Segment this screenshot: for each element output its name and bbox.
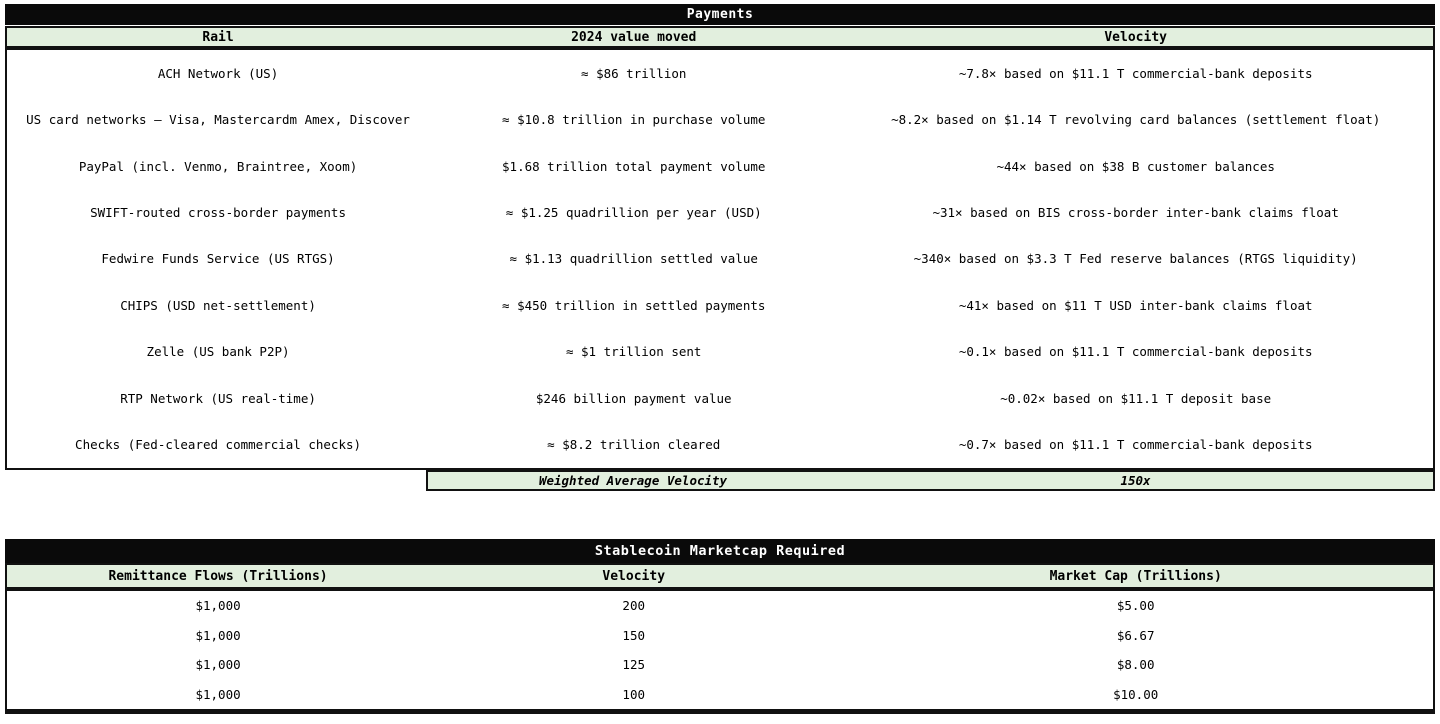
table-row [7, 50, 1433, 96]
marketcap-cell: $5.00 [1116, 598, 1155, 614]
value-cell: ≈ $1.25 quadrillion per year (USD) [505, 205, 762, 221]
rail-cell: PayPal (incl. Venmo, Braintree, Xoom) [78, 158, 358, 174]
velocity-cell: 100 [622, 686, 645, 702]
rail-cell: SWIFT-routed cross-border payments [90, 205, 346, 221]
value-cell: $246 billion payment value [535, 390, 732, 406]
table-row [7, 375, 1433, 421]
marketcap-cell: $6.67 [1116, 627, 1155, 643]
flows-cell: $1,000 [195, 657, 241, 673]
value-cell: ≈ $1 trillion sent [565, 344, 702, 360]
velocity-cell: ~8.2× based on $1.14 T revolving card balances (settlement float) [891, 112, 1381, 128]
velocity-cell: ~31× based on BIS cross-border inter-bank claims float [932, 205, 1339, 221]
column-header-remittance-flows: Remittance Flows (Trillions) [108, 568, 328, 584]
table-row [7, 329, 1433, 375]
column-header-rail: Rail [202, 29, 234, 45]
velocity-cell: ~44× based on $38 B customer balances [996, 158, 1275, 174]
rail-cell: Zelle (US bank P2P) [146, 344, 290, 360]
velocity-cell: ~7.8× based on $11.1 T commercial-bank deposits [958, 65, 1313, 81]
value-cell: ≈ $1.13 quadrillion settled value [509, 251, 758, 267]
marketcap-cell: $10.00 [1113, 686, 1159, 702]
table-row [7, 189, 1433, 235]
velocity-cell: 150 [622, 627, 645, 643]
column-header-velocity: Velocity [602, 568, 666, 584]
rail-cell: US card networks – Visa, Mastercardm Amex, Discover [26, 112, 410, 128]
rail-cell: Fedwire Funds Service (US RTGS) [101, 251, 335, 267]
velocity-cell: 125 [622, 657, 645, 673]
velocity-cell: ~0.02× based on $11.1 T deposit base [1000, 390, 1272, 406]
value-cell: ≈ $86 trillion [581, 65, 687, 81]
stablecoin-marketcap-table [5, 539, 1435, 714]
weighted-average-velocity-value: 150x [1120, 473, 1151, 488]
payments-table [5, 4, 1435, 491]
table-row [7, 591, 1433, 621]
table-row [7, 621, 1433, 651]
column-header-market-cap: Market Cap (Trillions) [1049, 568, 1222, 584]
column-header-value-moved: 2024 value moved [571, 29, 697, 45]
table-row [7, 650, 1433, 680]
column-header-velocity: Velocity [1104, 29, 1167, 45]
table-row [7, 236, 1433, 282]
payments-table-body [5, 48, 1435, 470]
table-row [7, 143, 1433, 189]
value-cell: ≈ $10.8 trillion in purchase volume [502, 112, 766, 128]
rail-cell: ACH Network (US) [157, 65, 279, 81]
marketcap-cell: $8.00 [1116, 657, 1155, 673]
flows-cell: $1,000 [195, 686, 241, 702]
velocity-cell: ~340× based on $3.3 T Fed reserve balances (RTGS liquidity) [913, 251, 1358, 267]
stablecoin-table-body [5, 589, 1435, 714]
table-row [7, 422, 1433, 468]
weighted-average-velocity-label: Weighted Average Velocity [538, 473, 728, 488]
payments-header-row [5, 26, 1435, 48]
velocity-cell: ~0.7× based on $11.1 T commercial-bank deposits [958, 437, 1313, 453]
rail-cell: CHIPS (USD net-settlement) [120, 297, 316, 313]
rail-cell: RTP Network (US real-time) [120, 390, 316, 406]
value-cell: ≈ $8.2 trillion cleared [547, 437, 721, 453]
stablecoin-table-title: Stablecoin Marketcap Required [5, 539, 1435, 563]
flows-cell: $1,000 [195, 598, 241, 614]
velocity-cell: ~41× based on $11 T USD inter-bank claims float [958, 297, 1313, 313]
table-row [7, 96, 1433, 142]
table-row [7, 680, 1433, 710]
stablecoin-header-row [5, 563, 1435, 589]
payments-table-title: Payments [5, 4, 1435, 25]
velocity-cell: ~0.1× based on $11.1 T commercial-bank deposits [958, 344, 1313, 360]
value-cell: $1.68 trillion total payment volume [502, 158, 766, 174]
value-cell: ≈ $450 trillion in settled payments [502, 297, 766, 313]
weighted-average-velocity-row [426, 470, 1435, 491]
rail-cell: Checks (Fed-cleared commercial checks) [75, 437, 362, 453]
velocity-cell: 200 [622, 598, 645, 614]
table-row [7, 282, 1433, 328]
flows-cell: $1,000 [195, 627, 241, 643]
